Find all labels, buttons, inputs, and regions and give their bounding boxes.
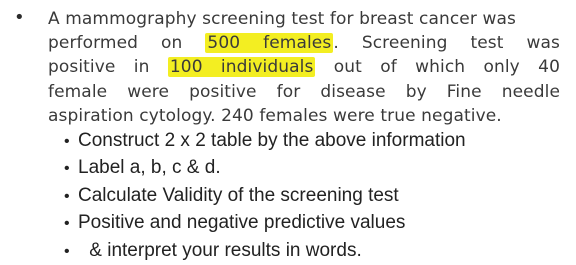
paragraph-line-4: female were positive for disease by Fine needle [48, 81, 560, 102]
task-item-label-cells [64, 155, 564, 182]
paragraph-line-2-end: . Screening test was [333, 33, 560, 54]
paragraph-line-1: A mammography screening test for breast cancer was [48, 9, 516, 29]
paragraph-line-2-start: performed on [48, 33, 183, 54]
bullet-dot: • [64, 187, 70, 205]
task-text: Calculate Validity of the screening test [78, 184, 399, 206]
scenario-paragraph [48, 7, 560, 128]
task-text: & interpret your results in words. [84, 239, 362, 261]
task-text: Label a, b, c & d. [78, 157, 221, 179]
task-text: Positive and negative predictive values [78, 212, 406, 234]
bullet-dot: • [64, 242, 70, 260]
task-list [64, 128, 564, 265]
paragraph-line-3-end: out of which only 40 [315, 57, 560, 78]
bullet-dot: • [64, 133, 70, 150]
highlight-100-individuals: 100 individuals [169, 57, 314, 78]
task-text: Construct 2 x 2 table by the above information [78, 130, 466, 151]
bullet-dot: • [64, 215, 70, 233]
task-item-interpret-results [64, 238, 564, 265]
paragraph-line-3 [48, 55, 560, 79]
task-item-calculate-validity [64, 183, 564, 210]
paragraph-line-3-start: positive in [48, 57, 150, 78]
intro-bullet: • [14, 7, 25, 28]
highlight-500-females: 500 females [207, 33, 332, 54]
task-item-predictive-values [64, 210, 564, 237]
paragraph-line-2 [48, 31, 560, 55]
task-item-construct-table [64, 128, 564, 155]
paragraph-line-5: aspiration cytology. 240 females were true negative. [48, 105, 502, 126]
bullet-dot: • [64, 160, 70, 178]
